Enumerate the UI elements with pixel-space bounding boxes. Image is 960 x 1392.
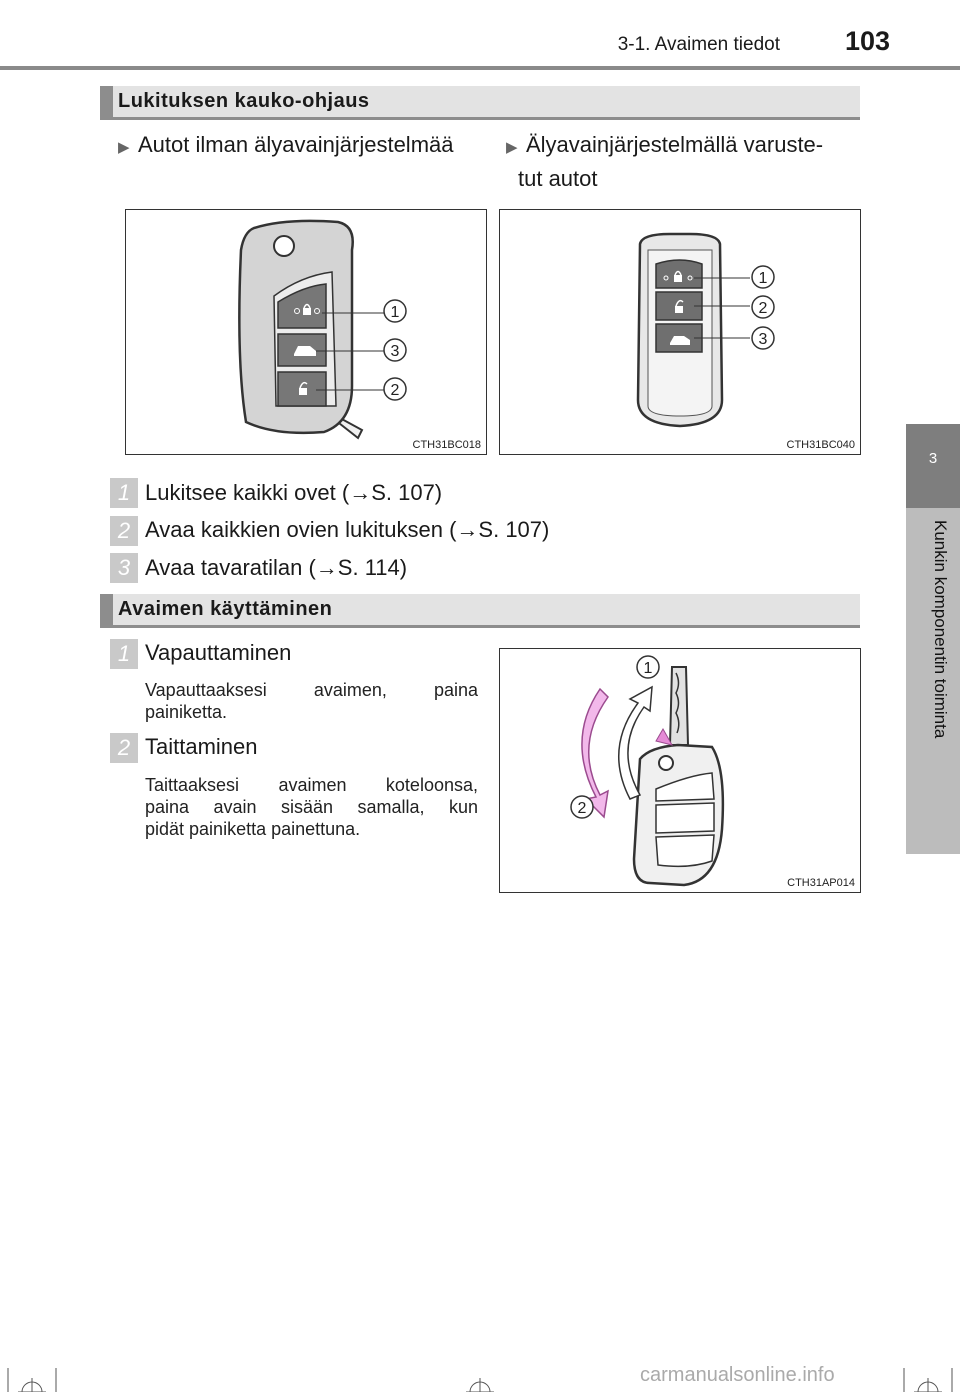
smart-key-illustration — [500, 210, 860, 454]
callout-2: 2 — [577, 800, 587, 817]
running-header-title: 3-1. Avaimen tiedot — [617, 34, 780, 55]
watermark: carmanualsonline.info — [640, 1364, 835, 1386]
figure-smart-key — [499, 209, 861, 455]
item-body-line: pidät painiketta painettuna. — [145, 819, 361, 839]
column-right-label-row — [506, 128, 866, 196]
callout-2: 2 — [390, 382, 400, 399]
item-number-box: 2 — [110, 516, 138, 546]
figure-key-fold — [499, 648, 861, 893]
page-number: 103 — [844, 26, 890, 56]
callout-3: 3 — [758, 331, 768, 348]
item-number-box: 1 — [110, 639, 138, 669]
figure-caption: CTH31BC040 — [786, 439, 855, 451]
chapter-title-vertical: Kunkin komponentin toiminta — [931, 520, 950, 739]
triangle-bullet-icon: ▶ — [506, 139, 518, 156]
triangle-bullet-icon: ▶ — [118, 139, 130, 156]
item-text: Avaa tavaratilan (→S. 114) — [145, 555, 408, 580]
callout-2: 2 — [758, 300, 768, 317]
flip-key-illustration — [126, 210, 486, 454]
callout-1: 1 — [758, 270, 768, 287]
section-heading-remote: Lukituksen kauko-ohjaus — [100, 86, 860, 120]
section-heading-key-use: Avaimen käyttäminen — [100, 594, 860, 628]
figure-caption: CTH31BC018 — [412, 439, 481, 451]
column-left-label-row — [118, 128, 454, 162]
chapter-tab[interactable]: 3 — [906, 424, 960, 508]
key-fold-illustration — [500, 649, 860, 892]
item-number-box: 1 — [110, 478, 138, 508]
column-right-label-line1: Älyavainjärjestelmällä varuste- — [526, 132, 824, 157]
column-right-label-line2: tut autot — [518, 166, 598, 191]
item-text: Lukitsee kaikki ovet (→S. 107) — [145, 480, 443, 505]
header-rule — [0, 66, 960, 70]
item-body-line: paina avain sisään samalla, kun — [145, 797, 478, 817]
figure-caption: CTH31AP014 — [787, 877, 855, 889]
callout-1: 1 — [643, 660, 653, 677]
item-body-line: painiketta. — [145, 702, 228, 722]
item-number-box: 2 — [110, 733, 138, 763]
item-body — [145, 774, 478, 840]
callout-3: 3 — [390, 343, 400, 360]
item-text: Avaa kaikkien ovien lukituksen (→S. 107) — [145, 517, 550, 542]
item-body-line: Taittaaksesi avaimen koteloonsa, — [145, 775, 478, 795]
figure-flip-key — [125, 209, 487, 455]
item-body — [145, 679, 478, 723]
column-left-label: Autot ilman älyavainjärjestelmää — [138, 132, 454, 157]
item-number-box: 3 — [110, 553, 138, 583]
item-title: Vapauttaminen — [145, 640, 292, 665]
item-body-line: Vapauttaaksesi avaimen, paina — [145, 680, 478, 700]
callout-1: 1 — [390, 304, 400, 321]
item-title: Taittaminen — [145, 734, 258, 759]
